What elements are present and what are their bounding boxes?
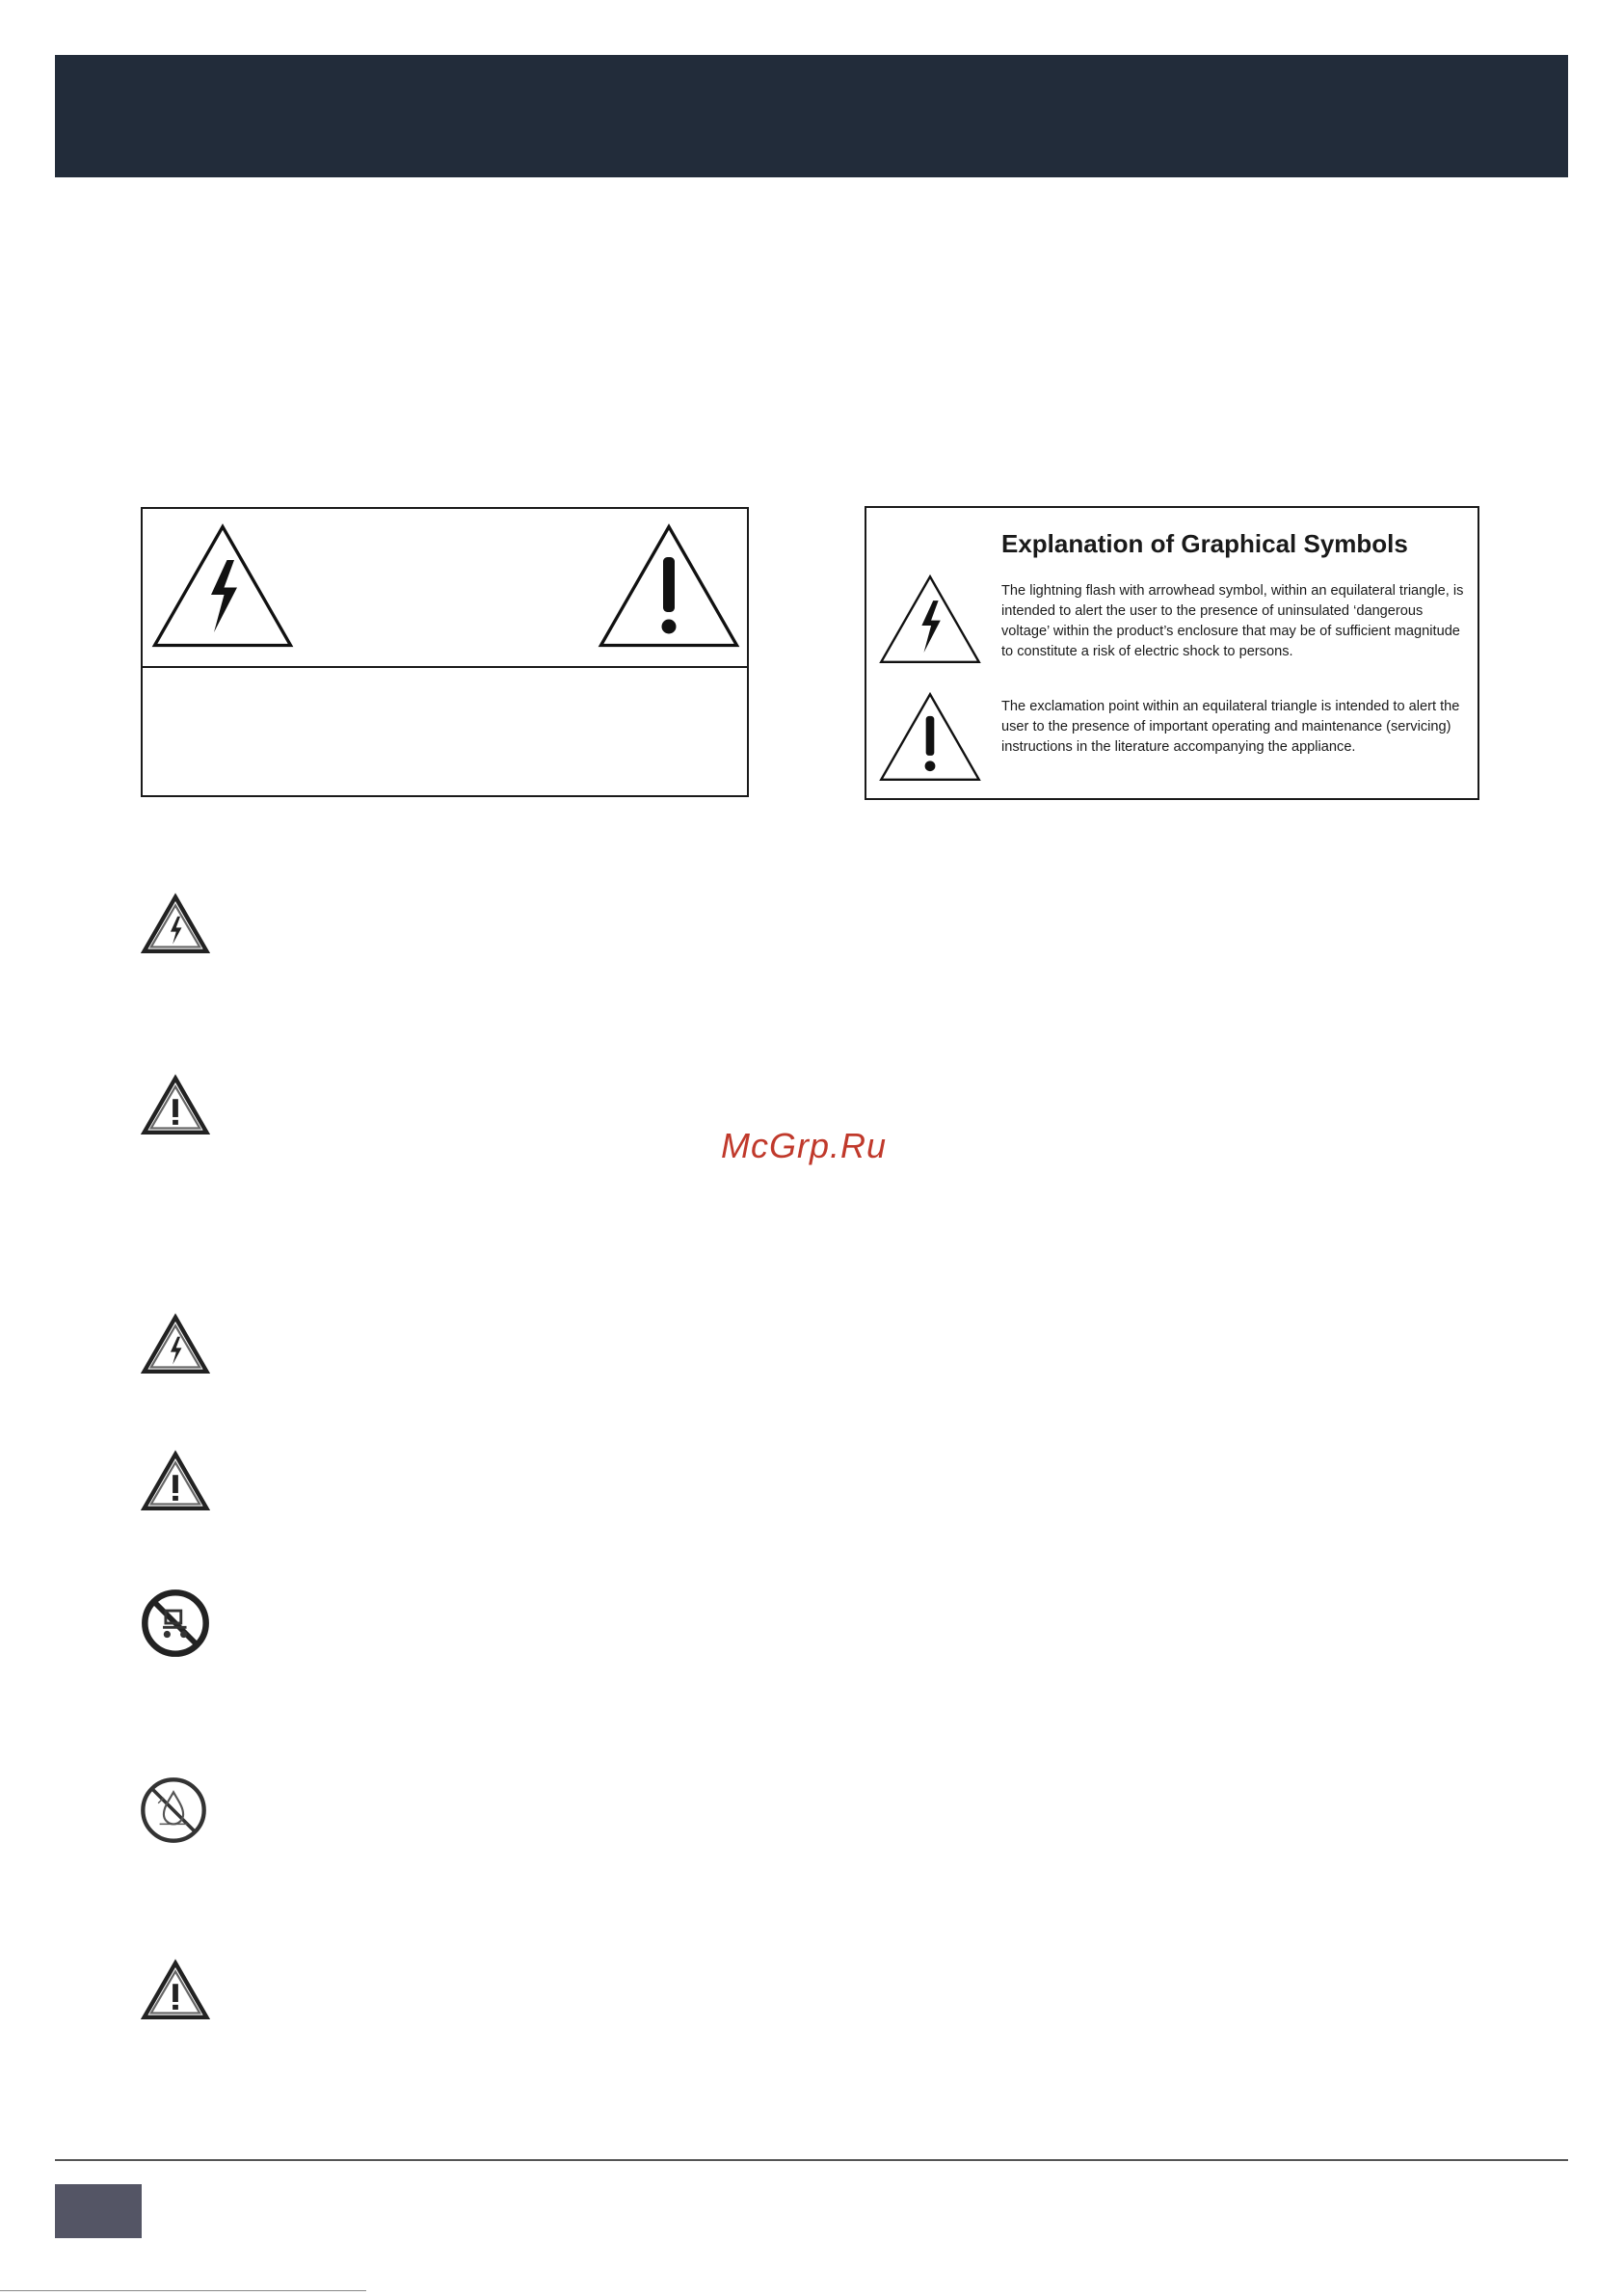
scan-edge-line <box>0 2290 366 2291</box>
header-bar <box>55 55 1568 177</box>
lightning-triangle-icon <box>878 574 982 665</box>
exclamation-triangle-icon <box>878 691 982 783</box>
shock-warning-icon <box>141 1313 210 1375</box>
page-number-tab <box>55 2184 142 2238</box>
warning-label-box <box>141 507 749 797</box>
explanation-title: Explanation of Graphical Symbols <box>1001 529 1408 558</box>
lightning-explanation-text: The lightning flash with arrowhead symbol, within an equilateral triangle, is intended to alert the user to the presence of uninsulated ‘dangerous voltage’ within the product’s enclosure that may be of sufficient magnitude to constitute a risk of electric shock to persons. <box>1001 583 1464 659</box>
symbols-explanation-box <box>865 506 1479 800</box>
warning-label-divider <box>143 666 747 668</box>
caution-icon <box>141 1074 210 1135</box>
shock-warning-icon <box>141 893 210 954</box>
watermark: McGrp.Ru <box>721 1126 888 1165</box>
caution-icon <box>141 1959 210 2020</box>
exclamation-explanation-text: The exclamation point within an equilateral triangle is intended to alert the user to the presence of important operating and maintenance (servicing) instructions in the literature accompanying the appliance. <box>1001 699 1460 755</box>
no-water-icon <box>139 1775 208 1845</box>
caution-icon <box>141 1450 210 1511</box>
lightning-triangle-icon <box>150 522 295 650</box>
exclamation-triangle-icon <box>597 522 741 650</box>
footer-rule <box>55 2159 1568 2161</box>
no-cart-tipover-icon <box>141 1589 210 1658</box>
